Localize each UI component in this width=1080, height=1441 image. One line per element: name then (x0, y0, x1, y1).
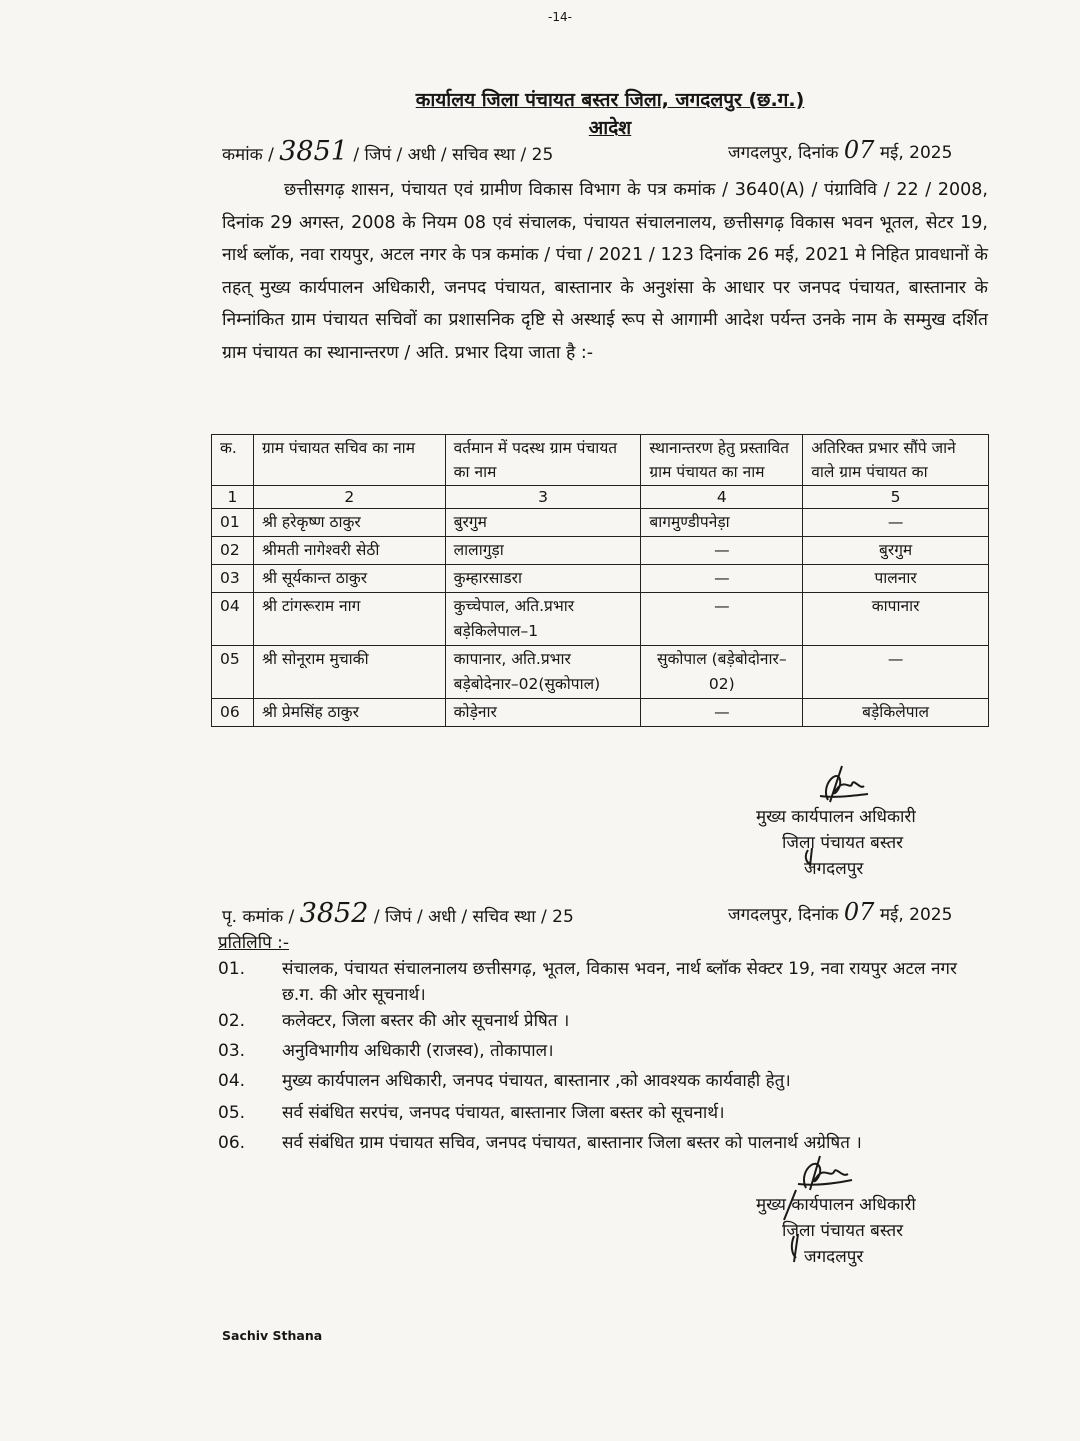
order-date (728, 136, 952, 164)
copy-place-date: जगदलपुर, दिनांक (728, 905, 839, 925)
table-column-number-row (212, 486, 989, 509)
cell-additional-charge: — (803, 509, 989, 537)
order-place-date: जगदलपुर, दिनांक (728, 143, 839, 163)
col-number: 5 (803, 486, 989, 509)
list-item (218, 1130, 998, 1182)
cell-current-panchayat: कोड़ेनार (445, 699, 641, 727)
page-number: -14- (548, 10, 572, 24)
cell-serial: 01 (212, 509, 254, 537)
list-item-text: कलेक्टर, जिला बस्तर की ओर सूचनार्थ प्रेषित । (282, 1011, 570, 1031)
transfer-table (211, 434, 989, 727)
header-secretary-name: ग्राम पंचायत सचिव का नाम (253, 435, 445, 486)
copy-month-year: मई, 2025 (879, 905, 953, 925)
cell-secretary-name: श्रीमती नागेश्वरी सेठी (253, 537, 445, 565)
list-item (218, 1008, 998, 1034)
copy-ref-suffix: / जिपं / अधी / सचिव स्था / 25 (373, 907, 574, 927)
table-row (212, 565, 989, 593)
list-item-number: 04. (218, 1071, 246, 1091)
cell-secretary-name: श्री टांगरूराम नाग (253, 593, 445, 646)
cell-current-panchayat: कापानार, अति.प्रभार बड़ेबोदेनार–02(सुकोपाल) (445, 646, 641, 699)
table-row (212, 509, 989, 537)
signatory-office: जिला पंचायत बस्तर (782, 833, 904, 853)
list-item (218, 1100, 998, 1126)
order-month-year: मई, 2025 (879, 143, 953, 163)
cell-additional-charge: कापानार (803, 593, 989, 646)
cell-additional-charge: बड़ेकिलेपाल (803, 699, 989, 727)
copy-date (728, 898, 952, 926)
order-reference (222, 136, 553, 167)
signatory-designation: मुख्य कार्यपालन अधिकारी (756, 807, 916, 827)
cell-current-panchayat: कुच्चेपाल, अति.प्रभार बड़ेकिलेपाल–1 (445, 593, 641, 646)
copy-number-handwritten: 3852 (299, 898, 369, 929)
cell-serial: 05 (212, 646, 254, 699)
table-row (212, 593, 989, 646)
table-row (212, 699, 989, 727)
signatory-place: जगदलपुर (804, 1247, 864, 1267)
cell-secretary-name: श्री हरेकृष्ण ठाकुर (253, 509, 445, 537)
cell-proposed-panchayat: सुकोपाल (बड़ेबोदोनार–02) (641, 646, 803, 699)
table-row (212, 537, 989, 565)
signatory-designation: मुख्य कार्यपालन अधिकारी (756, 1195, 916, 1215)
header-current-panchayat: वर्तमान में पदस्थ ग्राम पंचायत का नाम (445, 435, 641, 486)
table-row (212, 646, 989, 699)
cell-current-panchayat: बुरगुम (445, 509, 641, 537)
copy-reference (222, 898, 574, 929)
col-number: 3 (445, 486, 641, 509)
list-item-number: 05. (218, 1103, 246, 1123)
cell-additional-charge: बुरगुम (803, 537, 989, 565)
header-serial: क. (212, 435, 254, 486)
list-item-number: 06. (218, 1133, 246, 1153)
cell-serial: 04 (212, 593, 254, 646)
list-item-text: अनुविभागीय अधिकारी (राजस्व), तोकापाल। (282, 1041, 554, 1061)
cell-secretary-name: श्री सूर्यकान्त ठाकुर (253, 565, 445, 593)
cell-proposed-panchayat: — (641, 593, 803, 646)
list-item (218, 1038, 998, 1064)
cell-serial: 06 (212, 699, 254, 727)
footer-note: Sachiv Sthana (222, 1328, 323, 1343)
cell-proposed-panchayat: — (641, 699, 803, 727)
cell-additional-charge: — (803, 646, 989, 699)
list-item-text: संचालक, पंचायत संचालनालय छत्तीसगढ़, भूतल, विकास भवन, नार्थ ब्लॉक सेक्टर 19, नवा रायपुर अटल नगर छ.ग. की ओर सूचनार्थ। (282, 959, 957, 1005)
cell-secretary-name: श्री सोनूराम मुचाकी (253, 646, 445, 699)
col-number: 4 (641, 486, 803, 509)
header-additional-charge: अतिरिक्त प्रभार सौंपे जाने वाले ग्राम पंचायत का (803, 435, 989, 486)
header-proposed-panchayat: स्थानान्तरण हेतु प्रस्तावित ग्राम पंचायत का नाम (641, 435, 803, 486)
list-item (218, 1068, 998, 1094)
order-title: आदेश (588, 117, 632, 139)
table-header-row (212, 435, 989, 486)
cell-proposed-panchayat: — (641, 537, 803, 565)
order-body-paragraph: छत्तीसगढ़ शासन, पंचायत एवं ग्रामीण विकास विभाग के पत्र कमांक / 3640(A) / पंग्राविवि / 22 / 2008, दिनांक 29 अगस्त, 2008 के नियम 08 एवं संचालक, पंचायत संचालनालय, छत्तीसगढ़ विकास भवन भूतल, सेटर 19, नार्थ ब्लॉक, नवा रायपुर, अटल नगर के पत्र कमांक / पंचा / 2021 / 123 दिनांक 26 मई, 2021 मे निहित प्रावधानों के तहत् मुख्य कार्यपालन अधिकारी, जनपद पंचायत, बास्तानार के अनुशंसा के आधार पर जनपद पंचायत, बास्तानार के निम्नांकित ग्राम पंचायत सचिवों का प्रशासनिक दृष्टि से अस्थाई रूप से आगामी आदेश पर्यन्त उनके नाम के सम्मुख दर्शित ग्राम पंचायत का स्थानान्तरण / अति. प्रभार दिया जाता है :- (222, 180, 988, 363)
list-item-text: सर्व संबंधित सरपंच, जनपद पंचायत, बास्तानार जिला बस्तर को सूचनार्थ। (282, 1103, 725, 1123)
cell-secretary-name: श्री प्रेमसिंह ठाकुर (253, 699, 445, 727)
list-item-text: सर्व संबंधित ग्राम पंचायत सचिव, जनपद पंचायत, बास्तानार जिला बस्तर को पालनार्थ अग्रेषित । (282, 1133, 862, 1153)
cell-additional-charge: पालनार (803, 565, 989, 593)
signatory-place: जगदलपुर (804, 859, 864, 879)
cell-proposed-panchayat: — (641, 565, 803, 593)
cell-current-panchayat: कुम्हारसाडरा (445, 565, 641, 593)
signatory-office: जिला पंचायत बस्तर (782, 1221, 904, 1241)
cell-proposed-panchayat: बागमुण्डीपनेड़ा (641, 509, 803, 537)
office-heading: कार्यालय जिला पंचायत बस्तर जिला, जगदलपुर (छ.ग.) (415, 89, 805, 111)
list-item-text: मुख्य कार्यपालन अधिकारी, जनपद पंचायत, बास्तानार ,को आवश्यक कार्यवाही हेतु। (282, 1071, 791, 1091)
copy-label: प्रतिलिपि :- (218, 933, 290, 953)
list-item-number: 03. (218, 1041, 246, 1061)
copy-ref-prefix: पृ. कमांक / (222, 907, 295, 927)
list-item-number: 01. (218, 959, 246, 979)
order-day-handwritten: 07 (843, 136, 875, 164)
cell-current-panchayat: लालागुड़ा (445, 537, 641, 565)
copy-day-handwritten: 07 (843, 898, 875, 926)
list-item-number: 02. (218, 1011, 246, 1031)
signature-block-2 (756, 1192, 976, 1270)
cell-serial: 03 (212, 565, 254, 593)
order-ref-suffix: / जिपं / अधी / सचिव स्था / 25 (353, 145, 554, 165)
cell-serial: 02 (212, 537, 254, 565)
order-number-handwritten: 3851 (279, 136, 348, 167)
col-number: 2 (253, 486, 445, 509)
order-ref-prefix: कमांक / (222, 145, 274, 165)
list-item (218, 956, 998, 1008)
signature-block-1 (756, 804, 976, 882)
col-number: 1 (212, 486, 254, 509)
